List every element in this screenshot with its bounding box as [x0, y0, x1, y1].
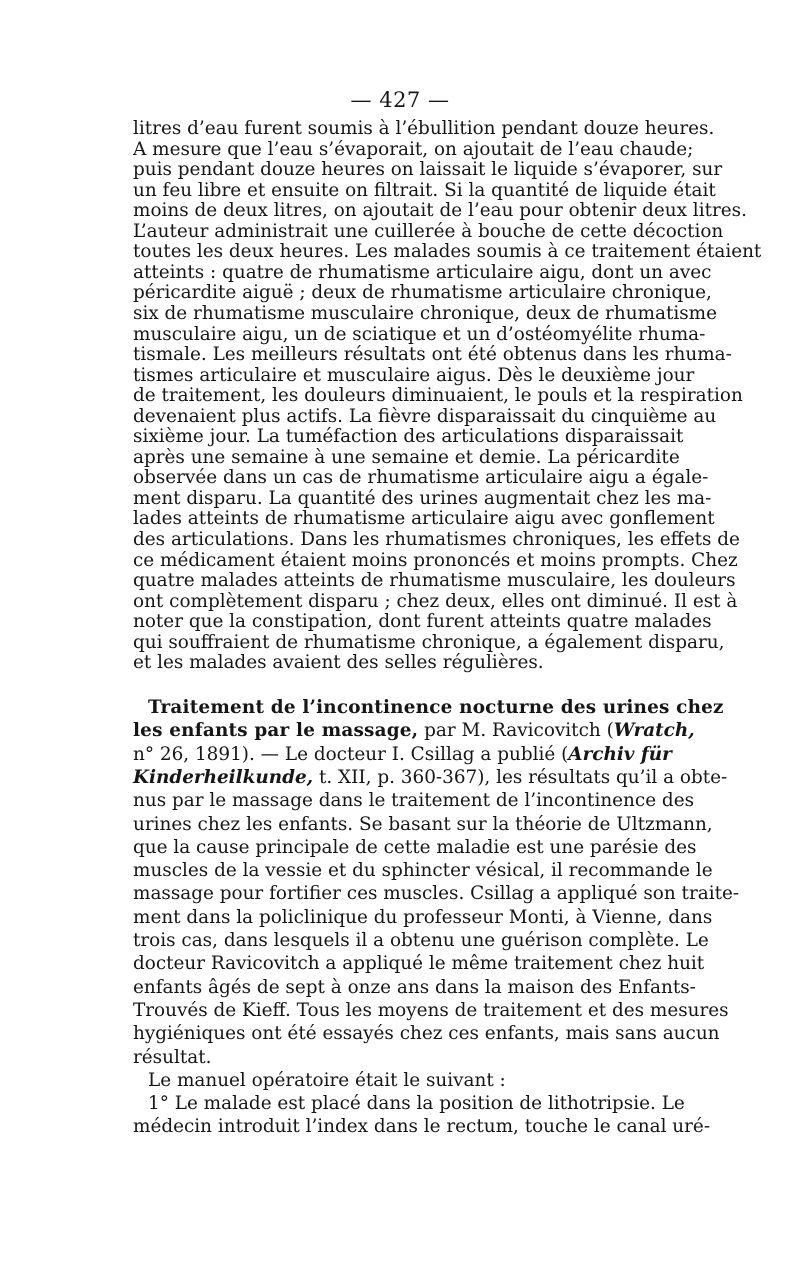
text-line: noter que la constipation, dont furent atteints quatre malades — [133, 611, 712, 633]
text-line: A mesure que l’eau s’évaporait, on ajoutait de l’eau chaude; — [133, 138, 694, 160]
text-line: devenaient plus actifs. La fièvre disparaissait du cinquième au — [133, 405, 717, 427]
journal-title: Archiv für — [568, 743, 672, 765]
text-line: enfants âgés de sept à onze ans dans la maison des Enfants- — [133, 976, 696, 998]
text-line: Trouvés de Kieff. Tous les moyens de traitement et des mesures — [133, 999, 729, 1021]
text-line: ment dans la policlinique du professeur Monti, à Vienne, dans — [133, 906, 713, 928]
text-line: tismes articulaire et musculaire aigus. Dès le deuxième jour — [133, 364, 695, 386]
text-line: moins de deux litres, on ajoutait de l’eau pour obtenir deux litres. — [133, 200, 747, 222]
citation-text: t. XII, p. 360-367), les résultats qu’il a obte- — [313, 766, 728, 788]
section-heading-cont — [133, 719, 695, 743]
text-line: qui souffraient de rhumatisme chronique, a également disparu, — [133, 631, 725, 653]
journal-title: Wratch, — [613, 720, 695, 742]
text-line: que la cause principale de cette maladie est une parésie des — [133, 836, 697, 858]
text-line: muscles de la vessie et du sphincter vésical, il recommande le — [133, 860, 713, 882]
text-line: atteints : quatre de rhumatisme articulaire aigu, dont un avec — [133, 261, 712, 283]
text-line: ment disparu. La quantité des urines augmentait chez les ma- — [133, 487, 712, 509]
text-line: urines chez les enfants. Se basant sur la théorie de Ultzmann, — [133, 813, 713, 835]
text-line: nus par le massage dans le traitement de l’incontinence des — [133, 790, 695, 812]
text-line: litres d’eau furent soumis à l’ébullition pendant douze heures. — [133, 118, 715, 139]
text-line: après une semaine à une semaine et demie. La péricardite — [133, 446, 680, 468]
citation-text: n° 26, 1891). — Le docteur I. Csillag a publié ( — [133, 743, 569, 765]
step-1-line-2: médecin introduit l’index dans le rectum, touche le canal uré- — [133, 1116, 711, 1138]
text-line — [133, 743, 672, 767]
heading-author: par M. Ravicovitch ( — [418, 720, 614, 742]
step-1-line-1: 1° Le malade est placé dans la position de lithotripsie. Le — [148, 1093, 685, 1115]
text-line: de traitement, les douleurs diminuaient, le pouls et la respiration — [133, 385, 743, 407]
text-line: des articulations. Dans les rhumatismes chroniques, les effets de — [133, 529, 740, 550]
journal-title: Kinderheilkunde, — [133, 766, 314, 788]
text-line: ce médicament étaient moins prononcés et moins prompts. Chez — [133, 549, 738, 571]
text-line: tismale. Les meilleurs résultats ont été obtenus dans les rhuma- — [133, 344, 732, 366]
text-line: quatre malades atteints de rhumatisme musculaire, les douleurs — [133, 570, 736, 592]
text-line: lades atteints de rhumatisme articulaire aigu avec gonflement — [133, 508, 715, 530]
heading-bold-part: les enfants par le massage, — [133, 720, 419, 742]
text-line: ont complètement disparu ; chez deux, elles ont diminué. Il est à — [133, 590, 738, 612]
text-line: L’auteur administrait une cuillerée à bouche de cette décoction — [133, 220, 724, 242]
text-line: observée dans un cas de rhumatisme articulaire aigu a égale- — [133, 467, 709, 489]
text-line: six de rhumatisme musculaire chronique, deux de rhumatisme — [133, 302, 717, 324]
text-line — [133, 766, 728, 790]
text-line: résultat. — [133, 1046, 212, 1068]
page-number: — 427 — — [350, 88, 450, 112]
text-line: musculaire aigu, un de sciatique et un d’ostéomyélite rhuma- — [133, 323, 706, 345]
text-line: docteur Ravicovitch a appliqué le même traitement chez huit — [133, 953, 705, 975]
text-line: et les malades avaient des selles régulières. — [133, 652, 544, 674]
text-line: sixième jour. La tuméfaction des articulations disparaissait — [133, 426, 684, 448]
text-line: massage pour fortifier ces muscles. Csillag a appliqué son traite- — [133, 883, 740, 905]
text-line: toutes les deux heures. Les malades soumis à ce traitement étaient — [133, 241, 762, 263]
text-line: hygiéniques ont été essayés chez ces enfants, mais sans aucun — [133, 1023, 720, 1045]
section-heading: Traitement de l’incontinence nocturne des urines chez — [148, 697, 724, 718]
text-line: trois cas, dans lesquels il a obtenu une guérison complète. Le — [133, 930, 709, 951]
text-line: péricardite aiguë ; deux de rhumatisme articulaire chronique, — [133, 282, 712, 304]
text-line: puis pendant douze heures on laissait le liquide s’évaporer, sur — [133, 159, 723, 181]
manual-intro: Le manuel opératoire était le suivant : — [148, 1069, 506, 1091]
text-line: un feu libre et ensuite on filtrait. Si la quantité de liquide était — [133, 179, 716, 201]
